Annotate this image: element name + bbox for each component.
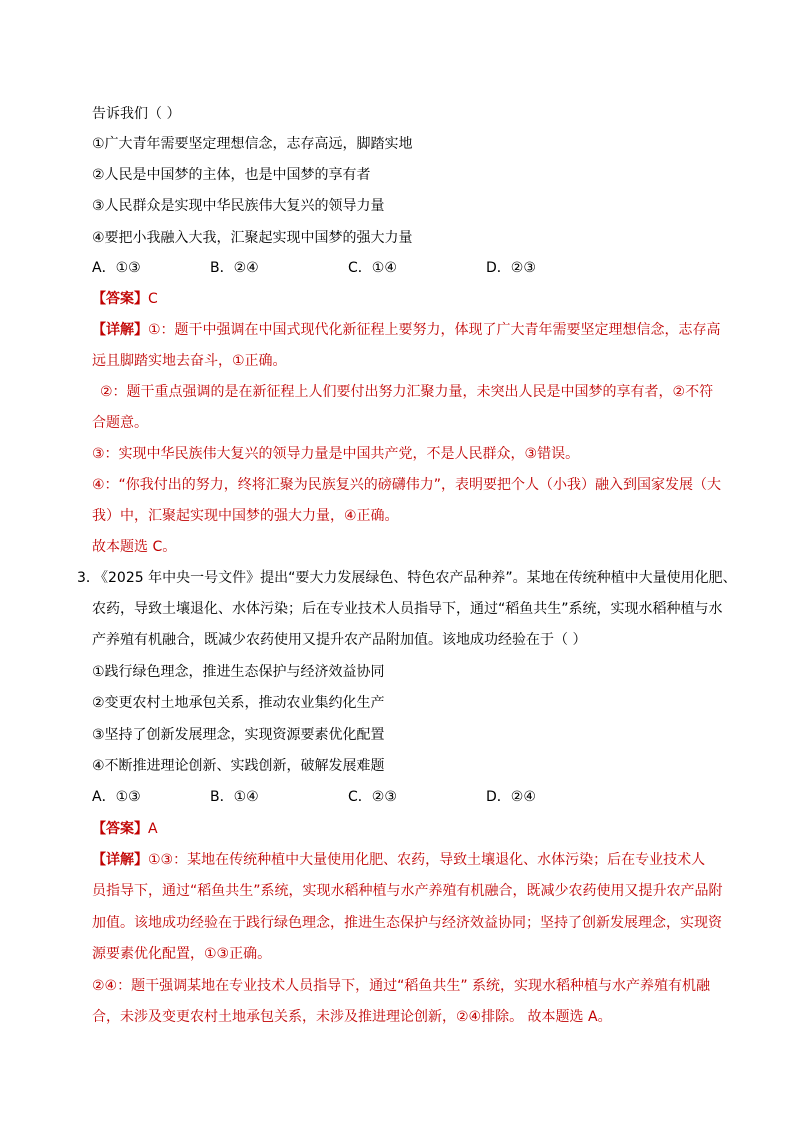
q2-option-b: B．②④ — [210, 260, 259, 276]
q3-detail-line-2: 员指导下，通过“稻鱼共生”系统，实现水稻种植与水产养殖有机融合，既减少农药使用又提升农产品附 — [92, 883, 723, 899]
q2-detail-line-7: 我）中，汇聚起实现中国梦的强大力量，④正确。 — [92, 508, 399, 524]
q3-answer — [92, 819, 158, 839]
q3-stem-line-1: 《2025 年中央一号文件》提出“要大力发展绿色、特色农产品种养”。某地在传统种植中大量使用化肥、 — [94, 570, 737, 586]
q3-answer-value: A — [148, 821, 158, 837]
q3-detail-line-1: 【详解】①③：某地在传统种植中大量使用化肥、农药，导致土壤退化、水体污染；后在专业技术人 — [92, 852, 706, 868]
q2-option-a: A．①③ — [92, 260, 141, 276]
q2-item-3: ③人民群众是实现中华民族伟大复兴的领导力量 — [92, 198, 385, 214]
q2-stem-tail: 告诉我们（ ） — [92, 106, 181, 122]
q2-answer-value: C — [148, 291, 158, 307]
q3-option-b: B．①④ — [210, 789, 259, 805]
q2-detail-line-4: 合题意。 — [92, 415, 148, 431]
q2-conclusion: 故本题选 C。 — [92, 539, 177, 555]
q2-detail-line-2: 远且脚踏实地去奋斗，①正确。 — [92, 353, 287, 369]
q2-detail-line-3: ②：题干重点强调的是在新征程上人们要付出努力汇聚力量，未突出人民是中国梦的享有者，②不符 — [100, 384, 714, 400]
q2-item-4: ④要把小我融入大我，汇聚起实现中国梦的强大力量 — [92, 230, 413, 246]
q3-detail-line-3: 加值。该地成功经验在于践行绿色理念，推进生态保护与经济效益协同；坚持了创新发展理念，实现资 — [92, 915, 722, 931]
q2-detail-line-5: ③：实现中华民族伟大复兴的领导力量是中国共产党，不是人民群众，③错误。 — [92, 446, 580, 462]
q2-detail-label: 【详解】 — [92, 322, 148, 338]
q3-detail-line-4: 源要素优化配置，①③正确。 — [92, 946, 272, 962]
q3-item-2: ②变更农村土地承包关系，推动农业集约化生产 — [92, 695, 385, 711]
q3-item-4: ④不断推进理论创新、实践创新，破解发展难题 — [92, 758, 385, 774]
q3-number: 3． — [77, 570, 100, 586]
q3-answer-label: 【答案】 — [92, 821, 148, 837]
q2-option-c: C．①④ — [348, 260, 397, 276]
q2-option-d: D．②③ — [486, 260, 536, 276]
q2-item-1: ①广大青年需要坚定理想信念，志存高远，脚踏实地 — [92, 136, 413, 152]
q3-option-c: C．②③ — [348, 789, 397, 805]
q3-option-a: A．①③ — [92, 789, 141, 805]
q3-stem-line-2: 农药，导致土壤退化、水体污染；后在专业技术人员指导下，通过“稻鱼共生”系统，实现水稻种植与水 — [92, 601, 723, 617]
q2-answer — [92, 289, 158, 309]
q3-item-3: ③坚持了创新发展理念，实现资源要素优化配置 — [92, 727, 385, 743]
q3-stem-line-3: 产养殖有机融合，既减少农药使用又提升农产品附加值。该地成功经验在于（ ） — [92, 632, 587, 648]
q3-detail-label: 【详解】 — [92, 852, 148, 868]
q3-detail-line-5: ②④：题干强调某地在专业技术人员指导下，通过“稻鱼共生” 系统，实现水稻种植与水产养殖有机融 — [92, 978, 711, 994]
q2-item-2: ②人民是中国梦的主体，也是中国梦的享有者 — [92, 167, 371, 183]
q3-item-1: ①践行绿色理念，推进生态保护与经济效益协同 — [92, 664, 385, 680]
q3-detail-line-6: 合，未涉及变更农村土地承包关系，未涉及推进理论创新，②④排除。 故本题选 A。 — [92, 1009, 612, 1025]
q2-answer-label: 【答案】 — [92, 291, 148, 307]
q2-detail-line-1: 【详解】①：题干中强调在中国式现代化新征程上要努力，体现了广大青年需要坚定理想信念，志存高 — [92, 322, 721, 338]
q3-option-d: D．②④ — [486, 789, 536, 805]
q2-detail-line-6: ④：“你我付出的努力，终将汇聚为民族复兴的磅礴伟力”，表明要把个人（小我）融入到国家发展（大 — [92, 477, 722, 493]
